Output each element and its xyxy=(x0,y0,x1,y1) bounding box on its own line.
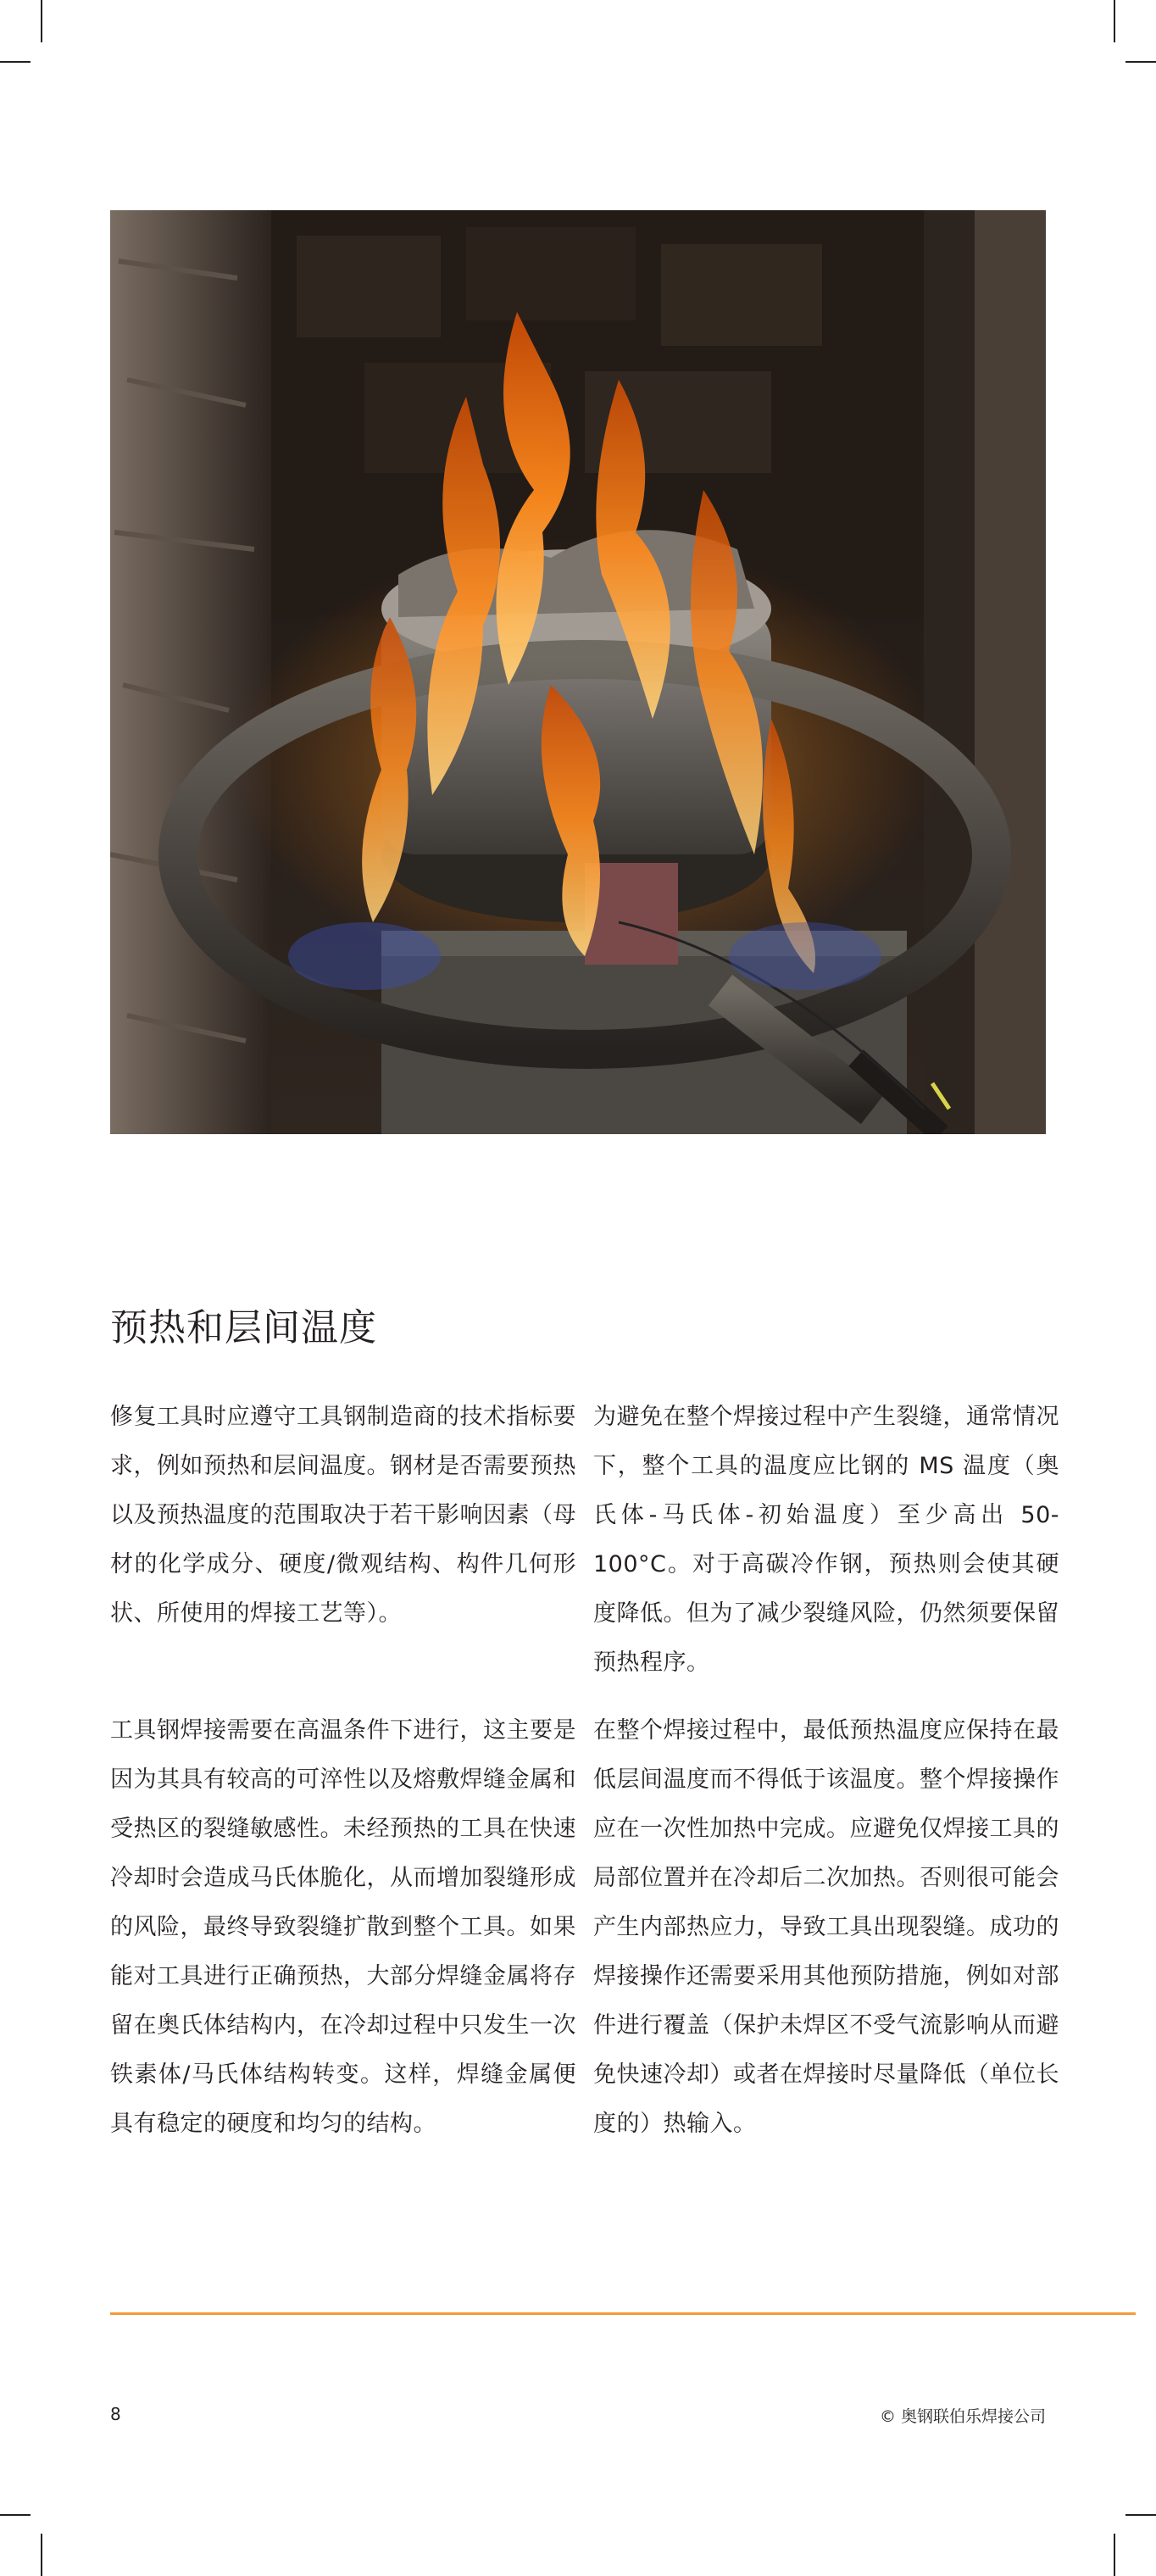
paragraph-text: 工具钢焊接需要在高温条件下进行，这主要是因为其具有较高的可淬性以及熔敷焊缝金属和受热区的裂缝敏感性。未经预热的工具在快速冷却时会造成马氏体脆化，从而增加裂缝形成的风险，最终导致裂缝扩散到整个工具。如果能对工具进行正确预热，大部分焊缝金属将存留在奥氏体结构内，在冷却过程中只发生一次铁素体/马氏体结构转变。这样，焊缝金属便具有稳定的硬度和均匀的结构。 xyxy=(110,1717,576,2137)
page-number: 8 xyxy=(110,2404,121,2424)
left-column-paragraph-2 xyxy=(110,1706,576,2149)
crop-mark-bottom-left-vertical xyxy=(41,2534,42,2576)
preheating-illustration xyxy=(110,210,1046,1134)
preheating-photo xyxy=(110,210,1046,1134)
right-column-paragraph-2 xyxy=(593,1706,1059,2149)
crop-mark-bottom-right xyxy=(1125,2514,1156,2516)
paragraph-text: 为避免在整个焊接过程中产生裂缝，通常情况下，整个工具的温度应比钢的 MS 温度（奥氏体-马氏体-初始温度）至少高出 50-100°C。对于高碳冷作钢，预热则会使其硬度降低。但为了减少裂缝风险，仍然须要保留预热程序。 xyxy=(593,1404,1059,1676)
copyright-notice: © 奥钢联伯乐焊接公司 xyxy=(879,2407,1046,2426)
left-column-paragraph-1 xyxy=(110,1393,576,1639)
paragraph-text: 修复工具时应遵守工具钢制造商的技术指标要求，例如预热和层间温度。钢材是否需要预热以及预热温度的范围取决于若干影响因素（母材的化学成分、硬度/微观结构、构件几何形状、所使用的焊接工艺等）。 xyxy=(110,1404,576,1627)
crop-mark-top-left xyxy=(0,61,31,63)
crop-mark-bottom-left xyxy=(0,2514,31,2516)
section-title: 预热和层间温度 xyxy=(110,1306,377,1349)
crop-mark-bottom-right-vertical xyxy=(1114,2534,1115,2576)
right-column-paragraph-1 xyxy=(593,1393,1059,1688)
paragraph-text: 在整个焊接过程中，最低预热温度应保持在最低层间温度而不得低于该温度。整个焊接操作应在一次性加热中完成。应避免仅焊接工具的局部位置并在冷却后二次加热。否则很可能会产生内部热应力，导致工具出现裂缝。成功的焊接操作还需要采用其他预防措施，例如对部件进行覆盖（保护未焊区不受气流影响从而避免快速冷却）或者在焊接时尽量降低（单位长度的）热输入。 xyxy=(593,1717,1059,2137)
crop-mark-top-right xyxy=(1125,61,1156,63)
footer-divider xyxy=(110,2312,1136,2315)
crop-mark-top-right-vertical xyxy=(1114,0,1115,42)
crop-mark-top-left-vertical xyxy=(41,0,42,42)
